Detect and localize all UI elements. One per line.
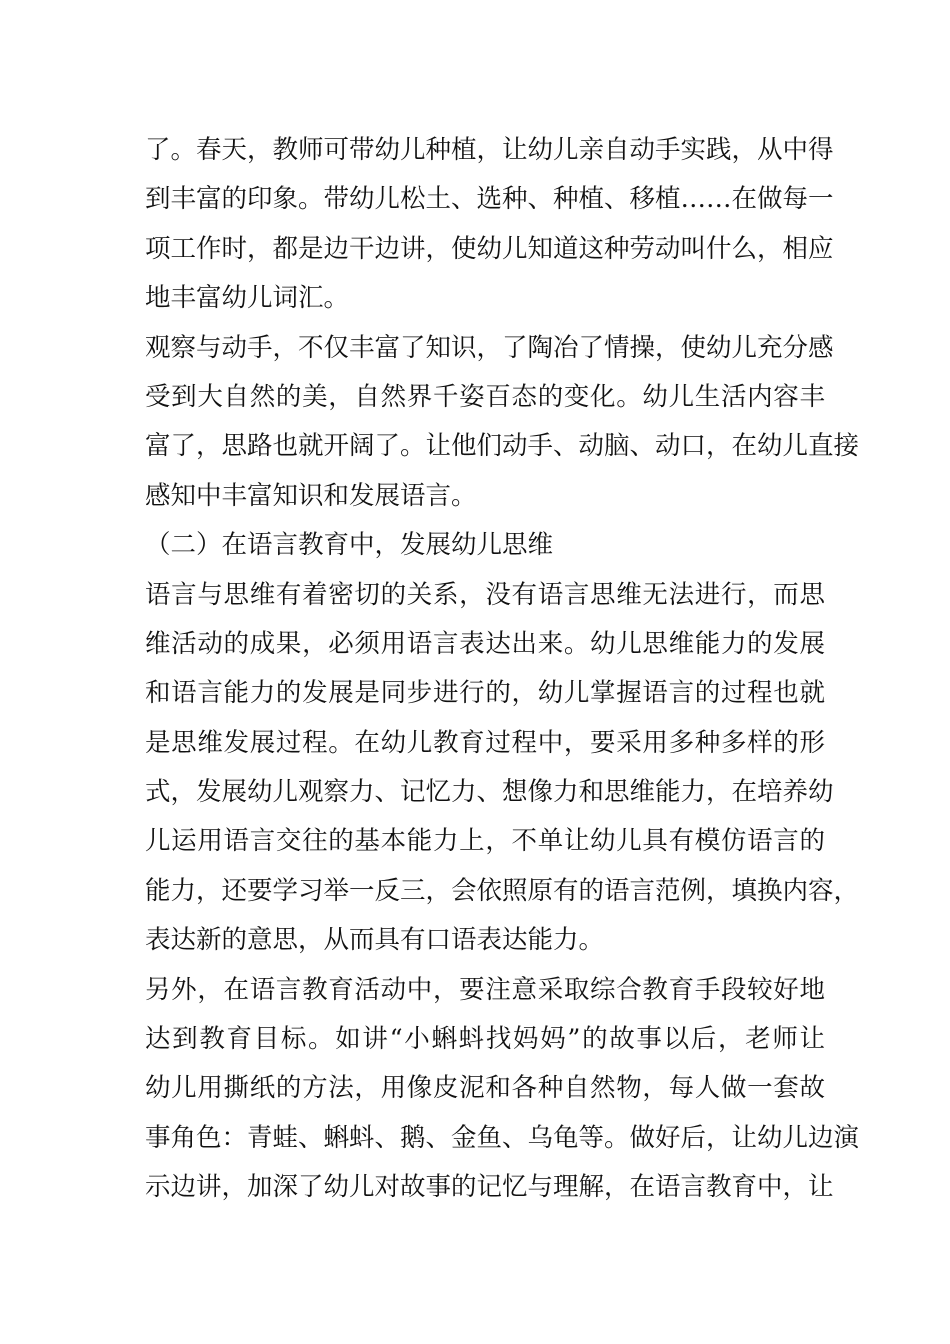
- text-line: 事角色：青蛙、蝌蚪、鹅、金鱼、乌龟等。做好后，让幼儿边演: [145, 1122, 860, 1153]
- text-line: 富了，思路也就开阔了。让他们动手、动脑、动口，在幼儿直接: [145, 431, 860, 462]
- text-line: 式，发展幼儿观察力、记忆力、想像力和思维能力，在培养幼: [145, 777, 834, 808]
- section-heading: （二）在语言教育中，发展幼儿思维: [145, 530, 554, 561]
- text-line: 地丰富幼儿词汇。: [145, 283, 350, 314]
- text-line: 能力，还要学习举一反三，会依照原有的语言范例，填换内容，: [145, 875, 860, 906]
- text-line: 另外，在语言教育活动中，要注意采取综合教育手段较好地: [145, 974, 825, 1005]
- document-body: [145, 126, 860, 1213]
- text-line: 语言与思维有着密切的关系，没有语言思维无法进行，而思: [145, 579, 825, 610]
- text-line: 到丰富的印象。带幼儿松土、选种、种植、移植……在做每一: [145, 184, 834, 215]
- text-line: 受到大自然的美，自然界千姿百态的变化。幼儿生活内容丰: [145, 381, 825, 412]
- text-line: 达到教育目标。如讲“小蝌蚪找妈妈”的故事以后，老师让: [145, 1024, 825, 1055]
- text-line: 是思维发展过程。在幼儿教育过程中，要采用多种多样的形: [145, 727, 825, 758]
- text-line: 幼儿用撕纸的方法，用像皮泥和各种自然物，每人做一套故: [145, 1073, 825, 1104]
- text-line: 和语言能力的发展是同步进行的，幼儿掌握语言的过程也就: [145, 678, 825, 709]
- text-line: 维活动的成果，必须用语言表达出来。幼儿思维能力的发展: [145, 628, 825, 659]
- text-line: 儿运用语言交往的基本能力上，不单让幼儿具有模仿语言的: [145, 826, 825, 857]
- text-line: 示边讲，加深了幼儿对故事的记忆与理解，在语言教育中，让: [145, 1172, 834, 1203]
- text-line: 了。春天，教师可带幼儿种植，让幼儿亲自动手实践，从中得: [145, 135, 834, 165]
- text-line: 表达新的意思，从而具有口语表达能力。: [145, 925, 605, 956]
- text-line: 项工作时，都是边干边讲，使幼儿知道这种劳动叫什么，相应: [145, 233, 834, 264]
- text-line: 观察与动手，不仅丰富了知识，了陶冶了情操，使幼儿充分感: [145, 332, 834, 363]
- text-line: 感知中丰富知识和发展语言。: [145, 480, 477, 511]
